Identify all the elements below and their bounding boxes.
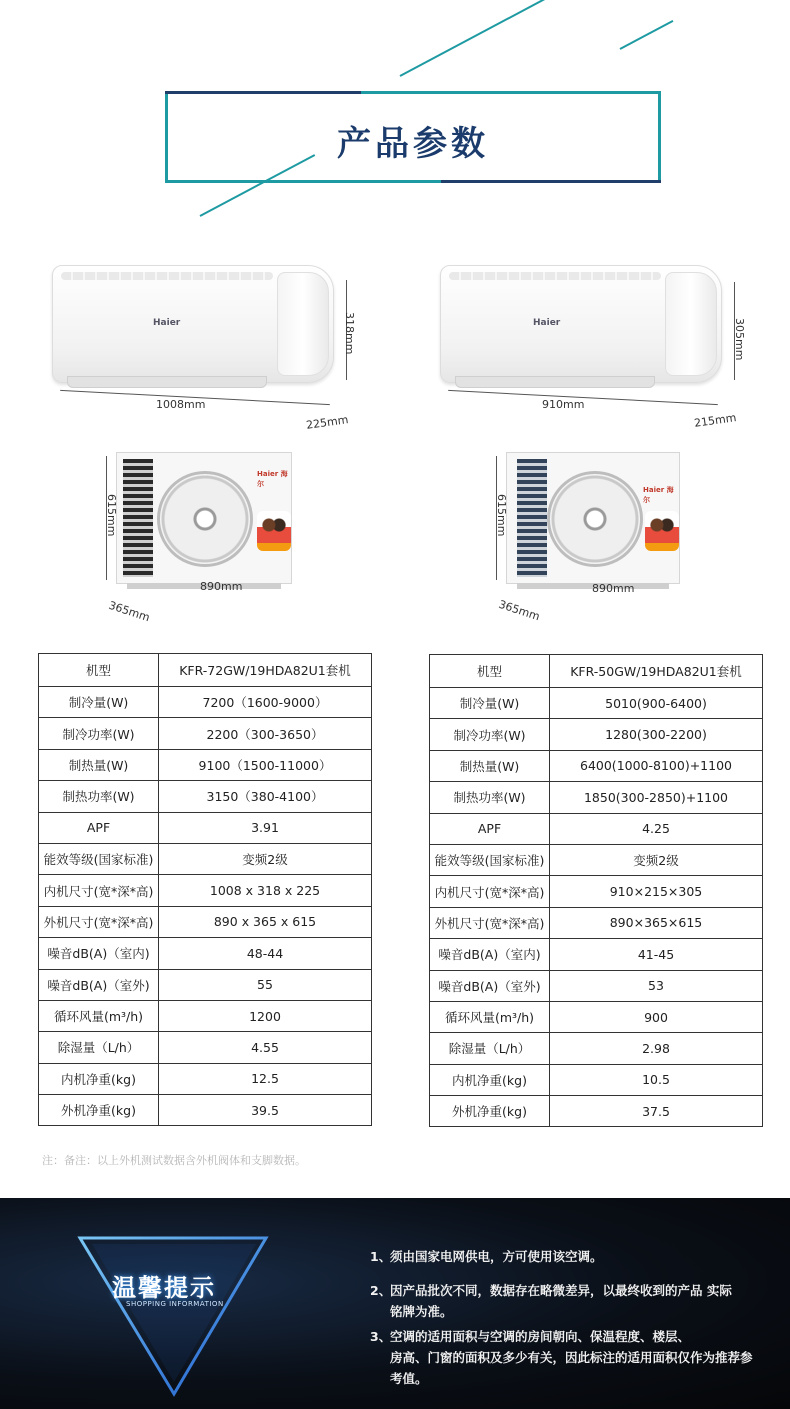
fan-icon: [157, 471, 253, 567]
spec-label-cell: 内机净重(kg): [39, 1063, 159, 1094]
table-row: [430, 719, 763, 750]
table-row: [39, 1000, 372, 1031]
table-row: [430, 939, 763, 970]
tip-text: 空调的适用面积与空调的房间朝向、保温程度、楼层、: [390, 1329, 691, 1344]
spec-value-cell: 53: [550, 970, 763, 1001]
brand-logo: Haier: [153, 318, 181, 328]
spec-label-cell: 循环风量(m³/h): [430, 1001, 550, 1032]
table-row: [39, 1095, 372, 1126]
table-row: [39, 938, 372, 969]
spec-label-cell: 除湿量（L/h）: [430, 1033, 550, 1064]
dimension-height-label: 305mm: [733, 318, 746, 361]
table-row: [430, 782, 763, 813]
spec-label-cell: 噪音dB(A)（室内): [39, 938, 159, 969]
spec-value-cell: 9100（1500-11000）: [159, 749, 372, 780]
dimension-depth-label: 365mm: [107, 598, 152, 625]
dimension-width-label: 1008mm: [156, 398, 206, 411]
dimension-height-label: 615mm: [105, 494, 118, 537]
table-row: [430, 844, 763, 875]
table-row: [39, 654, 372, 687]
spec-label-cell: 能效等级(国家标准): [39, 843, 159, 874]
spec-value-cell: 1850(300-2850)+1100: [550, 782, 763, 813]
spec-label-cell: 噪音dB(A)（室外): [430, 970, 550, 1001]
spec-label-cell: 外机尺寸(宽*深*高): [430, 907, 550, 938]
tip-number: 2、: [370, 1283, 392, 1298]
spec-value-cell: 2.98: [550, 1033, 763, 1064]
table-row: [430, 1064, 763, 1095]
tip-item: [370, 1326, 762, 1389]
spec-value-cell: 37.5: [550, 1096, 763, 1127]
spec-label-cell: APF: [430, 813, 550, 844]
page-title: 产品参数: [337, 124, 489, 164]
tips-subtitle: SHOPPING INFORMATION: [126, 1300, 224, 1308]
table-row: [430, 813, 763, 844]
fan-icon: [547, 471, 643, 567]
table-row: [430, 1096, 763, 1127]
indoor-unit-image-right: [440, 265, 722, 383]
spec-value-cell: 900: [550, 1001, 763, 1032]
spec-value-cell: 6400(1000-8100)+1100: [550, 750, 763, 781]
spec-value-cell: 890×365×615: [550, 907, 763, 938]
table-row: [430, 688, 763, 719]
mascot-image: [257, 511, 291, 551]
spec-label-cell: APF: [39, 812, 159, 843]
table-row: [430, 1033, 763, 1064]
spec-table-left: [38, 653, 372, 1126]
spec-value-cell: 10.5: [550, 1064, 763, 1095]
spec-label-cell: 外机尺寸(宽*深*高): [39, 906, 159, 937]
tips-title: 温馨提示: [112, 1274, 216, 1302]
tip-text-continued: 房高、门窗的面积及多少有关，因此标注的适用面积仅作为推荐参考值。: [390, 1350, 753, 1386]
spec-value-cell: 1200: [159, 1000, 372, 1031]
spec-value-cell: 3150（380-4100）: [159, 781, 372, 812]
decor-line: [620, 20, 674, 50]
spec-label-cell: 内机尺寸(宽*深*高): [430, 876, 550, 907]
spec-label-cell: 能效等级(国家标准): [430, 844, 550, 875]
table-row: [39, 718, 372, 749]
spec-value-cell: 1008 x 318 x 225: [159, 875, 372, 906]
tip-number: 1、: [370, 1249, 392, 1264]
tip-item: [370, 1280, 762, 1322]
spec-label-cell: 噪音dB(A)（室内): [430, 939, 550, 970]
indoor-endcap: [277, 272, 329, 376]
spec-value-cell: 12.5: [159, 1063, 372, 1094]
spec-label-cell: 机型: [39, 654, 159, 687]
spec-label-cell: 制热量(W): [39, 749, 159, 780]
outdoor-vents: [123, 459, 153, 577]
indoor-grille: [61, 272, 273, 280]
table-row: [39, 1063, 372, 1094]
dimension-width-label: 910mm: [542, 398, 585, 411]
table-row: [39, 969, 372, 1000]
spec-value-cell: 7200（1600-9000）: [159, 687, 372, 718]
outdoor-vents: [517, 459, 547, 577]
table-row: [39, 843, 372, 874]
spec-label-cell: 制冷量(W): [430, 688, 550, 719]
spec-label-cell: 除湿量（L/h）: [39, 1032, 159, 1063]
spec-table-right: [429, 654, 763, 1127]
spec-value-cell: 39.5: [159, 1095, 372, 1126]
indoor-grille: [449, 272, 661, 280]
table-row: [430, 655, 763, 688]
brand-logo: Haier: [533, 318, 561, 328]
spec-value-cell: 1280(300-2200): [550, 719, 763, 750]
spec-value-cell: KFR-50GW/19HDA82U1套机: [550, 655, 763, 688]
spec-value-cell: KFR-72GW/19HDA82U1套机: [159, 654, 372, 687]
spec-label-cell: 内机净重(kg): [430, 1064, 550, 1095]
table-row: [39, 749, 372, 780]
table-row: [39, 812, 372, 843]
spec-label-cell: 制冷功率(W): [39, 718, 159, 749]
dimension-depth-label: 225mm: [305, 413, 350, 432]
dimension-height-label: 318mm: [343, 312, 356, 355]
table-row: [430, 750, 763, 781]
indoor-unit-image-left: [52, 265, 334, 383]
tip-item: [370, 1246, 762, 1267]
spec-label-cell: 噪音dB(A)（室外): [39, 969, 159, 1000]
outdoor-unit-image-right: [506, 452, 680, 584]
dimension-width-label: 890mm: [200, 580, 243, 593]
table-row: [430, 1001, 763, 1032]
spec-label-cell: 制冷量(W): [39, 687, 159, 718]
tips-section: [0, 1198, 790, 1409]
dimension-depth-label: 215mm: [693, 411, 738, 430]
brand-logo: Haier 海尔: [643, 486, 674, 504]
tip-text: 须由国家电网供电，方可使用该空调。: [390, 1249, 603, 1264]
spec-value-cell: 变频2级: [550, 844, 763, 875]
triangle-icon: [70, 1222, 270, 1402]
outdoor-unit-image-left: [116, 452, 292, 584]
spec-label-cell: 机型: [430, 655, 550, 688]
tip-text: 因产品批次不同，数据存在略微差异，以最终收到的产品 实际: [390, 1283, 732, 1298]
spec-value-cell: 5010(900-6400): [550, 688, 763, 719]
table-row: [39, 1032, 372, 1063]
brand-logo: Haier 海尔: [257, 470, 288, 488]
title-banner: [165, 91, 661, 183]
spec-label-cell: 内机尺寸(宽*深*高): [39, 875, 159, 906]
spec-value-cell: 55: [159, 969, 372, 1000]
table-row: [430, 907, 763, 938]
spec-value-cell: 890 x 365 x 615: [159, 906, 372, 937]
footnote: 注：备注：以上外机测试数据含外机阀体和支脚数据。: [42, 1154, 306, 1167]
table-row: [39, 906, 372, 937]
spec-label-cell: 循环风量(m³/h): [39, 1000, 159, 1031]
table-row: [39, 875, 372, 906]
spec-value-cell: 910×215×305: [550, 876, 763, 907]
spec-label-cell: 制热量(W): [430, 750, 550, 781]
spec-label-cell: 制冷功率(W): [430, 719, 550, 750]
spec-value-cell: 48-44: [159, 938, 372, 969]
spec-label-cell: 外机净重(kg): [39, 1095, 159, 1126]
dimension-width-label: 890mm: [592, 582, 635, 595]
tip-text-continued: 铭牌为准。: [390, 1304, 453, 1319]
dimension-depth-label: 365mm: [497, 597, 542, 624]
table-row: [39, 687, 372, 718]
spec-value-cell: 3.91: [159, 812, 372, 843]
indoor-louver: [67, 376, 267, 388]
spec-label-cell: 制热功率(W): [430, 782, 550, 813]
decor-line: [400, 0, 560, 77]
spec-value-cell: 变频2级: [159, 843, 372, 874]
spec-value-cell: 4.55: [159, 1032, 372, 1063]
dimension-height-label: 615mm: [495, 494, 508, 537]
indoor-louver: [455, 376, 655, 388]
mascot-image: [645, 511, 679, 551]
spec-label-cell: 外机净重(kg): [430, 1096, 550, 1127]
spec-value-cell: 41-45: [550, 939, 763, 970]
indoor-endcap: [665, 272, 717, 376]
spec-value-cell: 4.25: [550, 813, 763, 844]
tip-number: 3、: [370, 1329, 392, 1344]
spec-table-body: [39, 654, 372, 1126]
table-row: [39, 781, 372, 812]
table-row: [430, 970, 763, 1001]
spec-value-cell: 2200（300-3650）: [159, 718, 372, 749]
spec-label-cell: 制热功率(W): [39, 781, 159, 812]
spec-table-body: [430, 655, 763, 1127]
table-row: [430, 876, 763, 907]
